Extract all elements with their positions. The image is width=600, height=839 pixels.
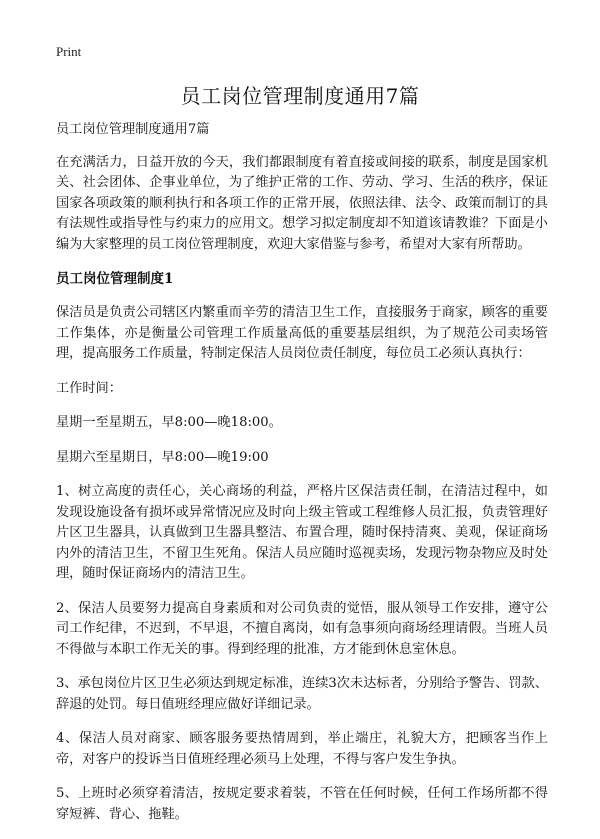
- document-body: [56, 120, 548, 839]
- intro-paragraph: 在充满活力，日益开放的今天，我们都跟制度有着直接或间接的联系，制度是国家机关、社会团体、企事业单位，为了维护正常的工作、劳动、学习、生活的秩序，保证国家各项政策的顺利执行和各项工作的正常开展，依照法律、法令、政策而制订的具有法规性或指导性与约束力的应用文。想学习拟定制度却不知道该请教谁？下面是小编为大家整理的员工岗位管理制度，欢迎大家借鉴与参考，希望对大家有所帮助。: [56, 154, 548, 252]
- document-subtitle: 员工岗位管理制度通用7篇: [56, 122, 210, 137]
- rule-item: 1、树立高度的责任心，关心商场的利益，严格片区保洁责任制，在清洁过程中，如发现设施设备有损坏或异常情况应及时向上级主管或工程维修人员汇报，负责管理好片区卫生器具，认真做到卫生器具整洁、布置合理，随时保持清爽、美观，保证商场内外的清洁卫生，不留卫生死角。保洁人员应随时巡视卖场，发现污物杂物应及时处理，随时保证商场内的清洁卫生。: [56, 484, 548, 581]
- rule-item: 3、承包岗位片区卫生必须达到规定标准，连续3次未达标者，分别给予警告、罚款、辞退的处罚。每日值班经理应做好详细记录。: [56, 676, 548, 712]
- rule-item: 4、保洁人员对商家、顾客服务要热情周到，举止端庄，礼貌大方，把顾客当作上帝，对客户的投诉当日值班经理必须马上处理，不得与客户发生争执。: [56, 731, 548, 767]
- weekday-hours: 星期一至星期五，早8:00—晚18:00。: [56, 415, 282, 430]
- work-time-label: 工作时间：: [56, 380, 122, 396]
- document-title: 员工岗位管理制度通用7篇: [180, 84, 420, 108]
- section-heading: 员工岗位管理制度1: [56, 271, 174, 287]
- weekend-hours: 星期六至星期日，早8:00—晚19:00: [56, 449, 269, 465]
- print-link[interactable]: Print: [56, 44, 82, 59]
- rule-item: 2、保洁人员要努力提高自身素质和对公司负责的觉悟，服从领导工作安排，遵守公司工作纪律，不迟到，不早退，不擅自离岗，如有急事须向商场经理请假。当班人员不得做与本职工作无关的事。得到经理的批准，方才能到休息室休息。: [56, 600, 548, 657]
- body-paragraph: 保洁员是负责公司辖区内繁重而辛劳的清洁卫生工作，直接服务于商家，顾客的重要工作集体，亦是衡量公司管理工作质量高低的重要基层组织，为了规范公司卖场管理，提高服务工作质量，特制定保洁人员岗位责任制度，每位员工必须认真执行：: [56, 305, 548, 361]
- rule-item: 5、上班时必须穿着清洁，按规定要求着装，不管在任何时候，任何工作场所都不得穿短裤、背心、拖鞋。: [56, 786, 548, 822]
